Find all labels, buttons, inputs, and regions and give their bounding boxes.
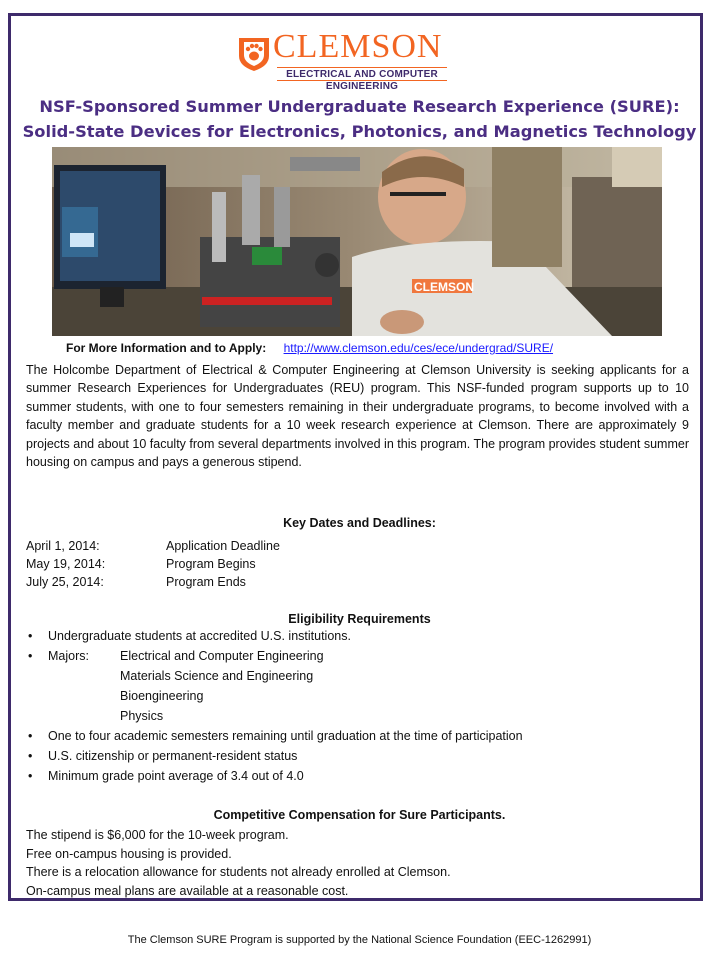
major-item: Bioengineering [120,689,204,703]
compensation-line: Free on-campus housing is provided. [26,846,232,861]
compensation-line: The stipend is $6,000 for the 10-week program. [26,828,289,842]
more-info-label: For More Information and to Apply: [66,341,267,355]
lab-photo [52,147,662,336]
bullet-icon: • [28,649,33,663]
list-item [26,646,686,726]
compensation-heading: Competitive Compensation for Sure Participants. [213,808,506,822]
bullet-icon: • [28,749,33,763]
event: Program Ends [166,575,246,589]
eligibility-text: U.S. citizenship or permanent-resident status [48,749,298,763]
apply-link[interactable]: http://www.clemson.edu/ces/ece/undergrad/SURE/ [283,341,554,355]
list-item [26,746,686,766]
more-info [66,339,553,357]
event: Application Deadline [166,539,280,553]
majors-block [48,646,686,726]
compensation-line: On-campus meal plans are available at a reasonable cost. [26,883,349,898]
date-row [26,573,280,591]
logo-subtitle-line1: ELECTRICAL AND COMPUTER [277,67,447,80]
tiger-paw-shield-icon [237,36,271,72]
date-row [26,537,280,555]
eligibility-heading: Eligibility Requirements [288,612,431,626]
date: May 19, 2014: [26,557,106,571]
eligibility-text: Minimum grade point average of 3.4 out of 4.0 [48,769,304,783]
majors-list [120,646,324,726]
date-row [26,555,280,573]
clemson-ece-logo [237,20,447,94]
title-line2: Solid-State Devices for Electronics, Photonics, and Magnetics Technology [22,122,697,141]
eligibility-text: One to four academic semesters remaining until graduation at the time of participation [48,729,523,743]
compensation-line: There is a relocation allowance for students not already enrolled at Clemson. [26,865,451,879]
list-item [26,766,686,786]
bullet-icon: • [28,629,33,643]
compensation-list [26,826,451,900]
intro-paragraph: The Holcombe Department of Electrical & Computer Engineering at Clemson University is seeking applicants for a summer Research Experiences for Undergraduates (REU) program. This NSF-funded program supports up to 10 summer students, with one to four semesters remaining in their undergraduate programs, to become involved with a faculty member and graduate students for a 10 week research experience at Clemson. There are approximately 9 projects and about 10 faculty from several departments involved in this program. The program provides student summer housing on campus and pays a generous stipend. [26,363,689,470]
bullet-icon: • [28,729,33,743]
date: July 25, 2014: [26,575,104,589]
logo-wordmark: CLEMSON [273,28,443,65]
date: April 1, 2014: [26,539,100,553]
logo-subtitle-line2: ENGINEERING [277,80,447,92]
list-item [26,626,686,646]
shirt-text: CLEMSON [414,280,474,294]
majors-label: Majors: [48,649,89,663]
lab-photo-illustration [52,147,662,336]
key-dates-heading: Key Dates and Deadlines: [283,516,436,530]
title-line1: NSF-Sponsored Summer Undergraduate Research Experience (SURE): [39,97,680,116]
major-item: Physics [120,709,164,723]
list-item [26,726,686,746]
major-item: Electrical and Computer Engineering [120,649,324,663]
bullet-icon: • [28,769,33,783]
eligibility-text: Undergraduate students at accredited U.S. institutions. [48,629,351,643]
eligibility-list [26,626,686,786]
key-dates-list [26,537,280,591]
footer-note: The Clemson SURE Program is supported by the National Science Foundation (EEC-1262991) [127,934,592,946]
event: Program Begins [166,557,256,571]
major-item: Materials Science and Engineering [120,669,314,683]
